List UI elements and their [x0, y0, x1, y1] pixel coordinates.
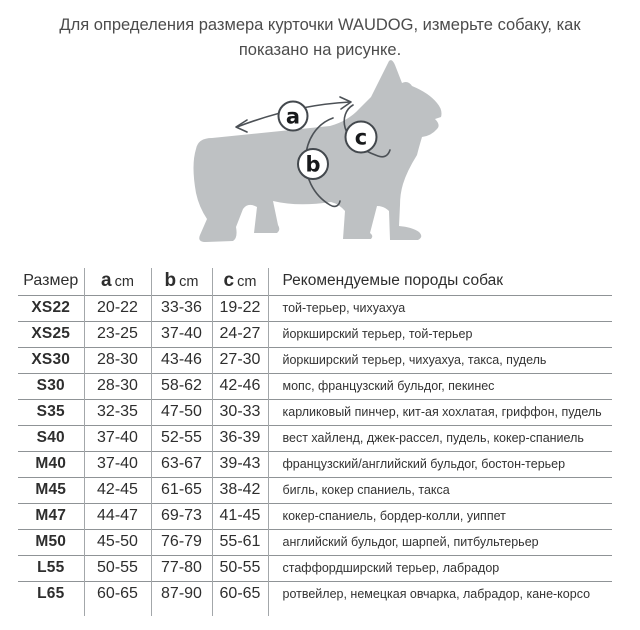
size-cell: S35 [18, 399, 84, 425]
breeds-cell: карликовый пинчер, кит-ая хохлатая, гриффон, пудель [282, 405, 602, 419]
size-table-section [18, 268, 612, 616]
neck-girth-cell: 36-39 [212, 425, 268, 451]
table-row [18, 581, 612, 607]
back-length-cell: 60-65 [84, 581, 151, 607]
instruction-line-1: Для определения размера курточки WAUDOG, измерьте собаку, как [59, 16, 581, 34]
column-a-unit: cm [114, 274, 134, 291]
breeds-cell: йоркширский терьер, чихуахуа, такса, пудель [282, 353, 547, 367]
instruction-line-2: показано на рисунке. [238, 41, 402, 59]
size-cell: XS30 [18, 347, 84, 373]
table-row [18, 451, 612, 477]
back-length-cell: 37-40 [84, 425, 151, 451]
back-length-cell: 20-22 [84, 295, 151, 321]
column-b-unit: cm [179, 274, 199, 291]
marker-c-label: c [354, 125, 368, 150]
chest-girth-cell: 43-46 [151, 347, 212, 373]
dog-measurement-diagram [0, 55, 640, 267]
neck-girth-cell: 55-61 [212, 529, 268, 555]
neck-girth-cell: 27-30 [212, 347, 268, 373]
breeds-cell: стаффордширский терьер, лабрадор [282, 561, 500, 575]
size-cell: M50 [18, 529, 84, 555]
table-row [18, 295, 612, 321]
table-row [18, 321, 612, 347]
size-cell: L65 [18, 581, 84, 607]
back-length-cell: 44-47 [84, 503, 151, 529]
neck-girth-cell: 38-42 [212, 477, 268, 503]
table-row [18, 373, 612, 399]
neck-girth-cell: 19-22 [212, 295, 268, 321]
breeds-cell: английский бульдог, шарпей, питбультерьер [282, 535, 539, 549]
column-header-b [151, 268, 212, 295]
back-length-cell: 23-25 [84, 321, 151, 347]
chest-girth-cell: 87-90 [151, 581, 212, 607]
column-line-stubs [18, 607, 612, 616]
marker-b-label: b [305, 152, 321, 177]
breeds-cell: вест хайленд, джек-рассел, пудель, кокер-спаниель [282, 431, 584, 445]
back-length-cell: 50-55 [84, 555, 151, 581]
breeds-cell: мопс, французский бульдог, пекинес [282, 379, 495, 393]
column-header-c [212, 268, 268, 295]
size-cell: L55 [18, 555, 84, 581]
neck-girth-cell: 24-27 [212, 321, 268, 347]
neck-girth-cell: 41-45 [212, 503, 268, 529]
size-cell: XS22 [18, 295, 84, 321]
size-cell: S30 [18, 373, 84, 399]
neck-girth-cell: 50-55 [212, 555, 268, 581]
size-cell: XS25 [18, 321, 84, 347]
size-cell: M45 [18, 477, 84, 503]
back-length-cell: 28-30 [84, 347, 151, 373]
column-header-a [84, 268, 151, 295]
chest-girth-cell: 77-80 [151, 555, 212, 581]
column-header-breeds: Рекомендуемые породы собак [282, 272, 504, 290]
table-row [18, 555, 612, 581]
breeds-cell: ротвейлер, немецкая овчарка, лабрадор, кане-корсо [282, 587, 591, 602]
neck-girth-cell: 39-43 [212, 451, 268, 477]
breeds-cell: французский/английский бульдог, бостон-терьер [282, 457, 566, 471]
chest-girth-cell: 58-62 [151, 373, 212, 399]
neck-girth-cell: 60-65 [212, 581, 268, 607]
table-row [18, 503, 612, 529]
back-length-cell: 32-35 [84, 399, 151, 425]
marker-b [298, 149, 328, 179]
table-row [18, 477, 612, 503]
chest-girth-cell: 76-79 [151, 529, 212, 555]
size-cell: S40 [18, 425, 84, 451]
marker-a [279, 102, 308, 131]
table-row [18, 425, 612, 451]
table-row [18, 347, 612, 373]
size-table [18, 268, 612, 607]
chest-girth-cell: 63-67 [151, 451, 212, 477]
column-b-letter: b [164, 270, 177, 292]
column-a-letter: a [101, 270, 112, 292]
chest-girth-cell: 33-36 [151, 295, 212, 321]
chest-girth-cell: 47-50 [151, 399, 212, 425]
table-row [18, 399, 612, 425]
size-cell: M40 [18, 451, 84, 477]
chest-girth-cell: 61-65 [151, 477, 212, 503]
back-length-cell: 37-40 [84, 451, 151, 477]
breeds-cell: кокер-спаниель, бордер-колли, уиппет [282, 509, 506, 523]
breeds-cell: бигль, кокер спаниель, такса [282, 483, 450, 497]
chest-girth-cell: 37-40 [151, 321, 212, 347]
back-length-cell: 45-50 [84, 529, 151, 555]
marker-c [346, 122, 377, 153]
chest-girth-cell: 52-55 [151, 425, 212, 451]
back-length-cell: 28-30 [84, 373, 151, 399]
column-header-size: Размер [18, 268, 84, 295]
neck-girth-cell: 42-46 [212, 373, 268, 399]
marker-a-label: a [285, 104, 301, 129]
neck-girth-cell: 30-33 [212, 399, 268, 425]
column-c-letter: c [223, 270, 235, 292]
breeds-cell: той-терьер, чихуахуа [282, 301, 406, 315]
back-length-cell: 42-45 [84, 477, 151, 503]
size-table-header-row [18, 268, 612, 295]
column-c-unit: cm [237, 274, 257, 291]
size-cell: M47 [18, 503, 84, 529]
table-row [18, 529, 612, 555]
chest-girth-cell: 69-73 [151, 503, 212, 529]
breeds-cell: йоркширский терьер, той-терьер [282, 327, 473, 341]
